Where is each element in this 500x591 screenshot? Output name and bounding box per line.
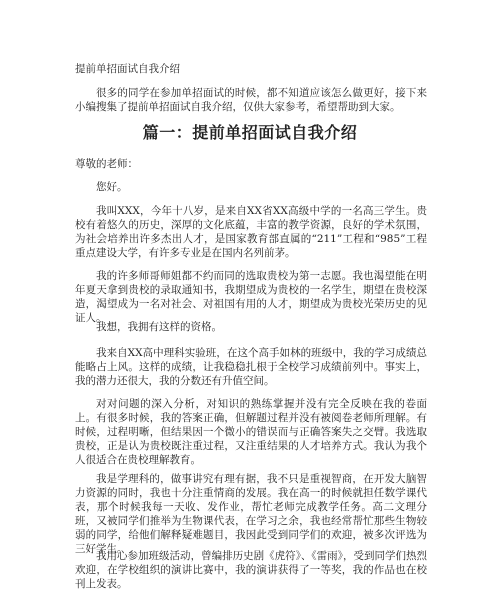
body-paragraph-7: 我用心参加班级活动，曾编排历史剧《虎符》、《雷雨》，受到同学们热烈欢迎，在学校组织的演讲比赛中，我的演讲获得了一等奖，我的作品也在校刊上发表。 [75,550,427,590]
section-heading: 篇一：提前单招面试自我介绍 [142,123,358,142]
greeting: 您好。 [96,181,128,193]
intro-paragraph: 很多的同学在参加单招面试的时候，都不知道应该怎么做更好，接下来小编搜集了提前单招面试自我介绍，仅供大家参考，希望帮助到大家。 [75,87,427,113]
body-paragraph-2: 我的许多师哥师姐都不约而同的选取贵校为第一志愿。我也渴望能在明年夏天拿到贵校的录取通知书，我期望成为贵校的一名学生，期望在贵校深造，渴望成为一名对社会、对祖国有用的人才，期望成为贵校光荣历史的见证人。 [75,270,427,324]
body-paragraph-5: 对对问题的深入分析，对知识的熟练掌握并没有完全反映在我的卷面上。有很多时候，我的答案正确，但解题过程并没有被阅卷老师所理解。有时候，过程明晰，但结果因一个微小的错误而与正确答案失之交臂。我选取贵校，正是认为贵校既注重过程，又注重结果的人才培养方式。我认为我个人很适合在贵校理解教育。 [75,398,427,466]
body-paragraph-4: 我来自XX高中理科实验班，在这个高手如林的班级中，我的学习成绩总能略占上风。这样的成绩，让我稳稳扎根于全校学习成绩前列中。事实上，我的潜力还很大，我的分数还有升值空间。 [75,347,427,387]
salutation: 尊敬的老师： [75,158,138,170]
body-paragraph-3: 我想，我拥有这样的资格。 [96,321,222,333]
body-paragraph-1: 我叫XXX，今年十八岁，是来自XX省XX高级中学的一名高三学生。贵校有着悠久的历史，深厚的文化底蕴，丰富的教学资源，良好的学术氛围，为社会培养出许多杰出人才，是国家教育部直属的“211”工程和“985”工程重点建设大学，有许多专业是在国内名列前茅。 [75,205,427,259]
document-top-title: 提前单招面试自我介绍 [75,63,180,75]
body-paragraph-6: 我是学理科的，做事讲究有理有据，我不只是重视智商，在开发大脑智力资源的同时，我也十分注重情商的发展。我在高一的时候就担任数学课代表，那个时候我每一天收、发作业，帮忙老师完成教学任务。高二文理分班，又被同学们推举为生物课代表，在学习之余，我也经常帮忙那些生物较弱的同学，给他们解释疑难题目，我因此受到同学们的欢迎，被多次评选为三好学生。 [75,473,427,555]
